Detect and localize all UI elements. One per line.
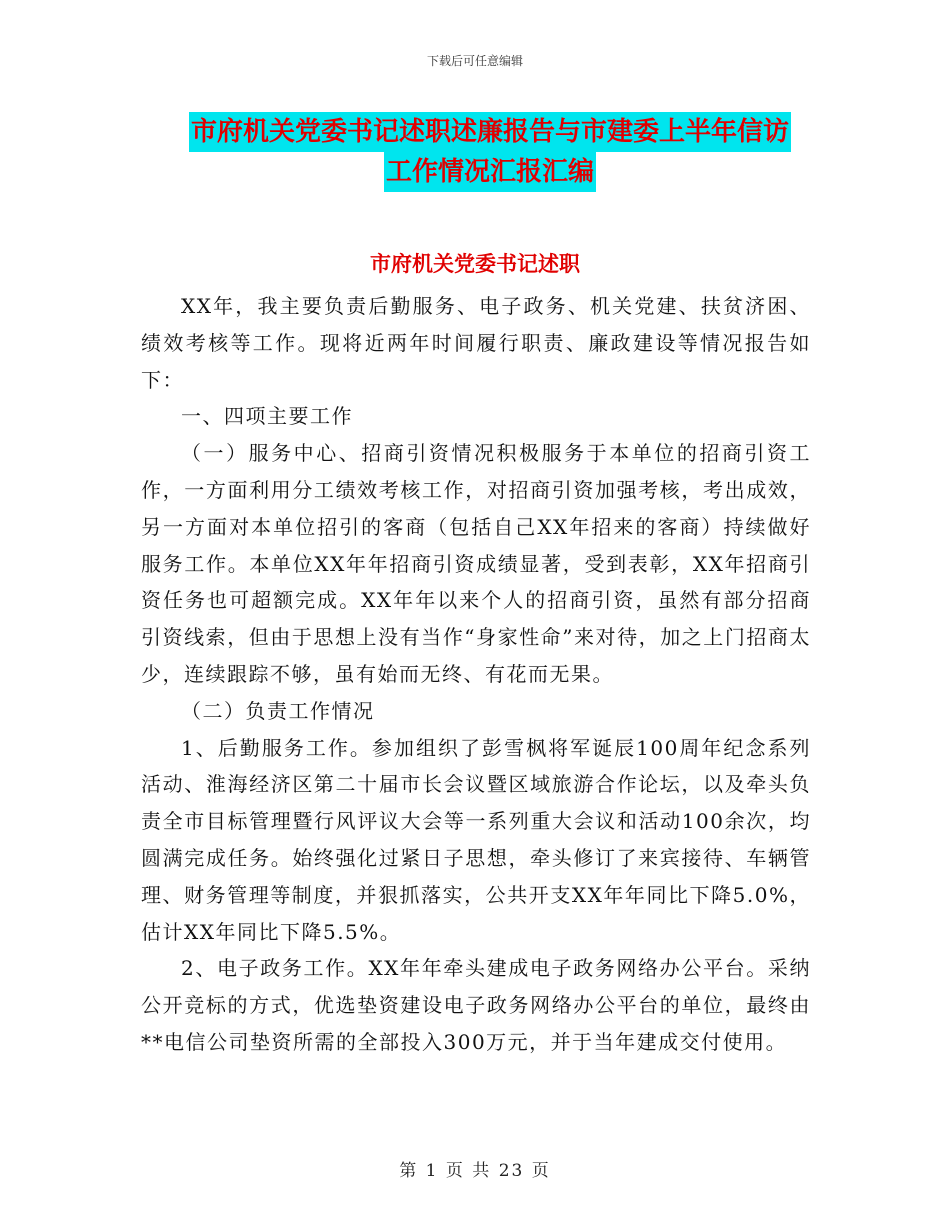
header-note: 下载后可任意编辑 xyxy=(426,54,523,68)
heading-four-main-tasks: 一、四项主要工作 xyxy=(181,404,353,429)
paragraph-e-government: 2、电子政务工作。XX年年牵头建成电子政务网络办公平台。采纳公开竞标的方式，优选垫资建设电子政务网络办公平台的单位，最终由**电信公司垫资所需的全部投入300万元，并于当年建成交付使用。 xyxy=(141,956,811,1054)
heading-responsibilities: （二）负责工作情况 xyxy=(181,698,375,723)
paragraph-investment: （一）服务中心、招商引资情况积极服务于本单位的招商引资工作，一方面利用分工绩效考核工作，对招商引资加强考核，考出成效，另一方面对本单位招引的客商（包括自己XX年招来的客商）持续做好服务工作。本单位XX年年招商引资成绩显著，受到表彰，XX年招商引资任务也可超额完成。XX年年以来个人的招商引资，虽然有部分招商引资线索，但由于思想上没有当作“身家性命”来对待，加之上门招商太少，连续跟踪不够，虽有始而无终、有花而无果。 xyxy=(141,441,811,686)
paragraph-logistics: 1、后勤服务工作。参加组织了彭雪枫将军诞辰100周年纪念系列活动、淮海经济区第二十届市长会议暨区域旅游合作论坛，以及牵头负责全市目标管理暨行风评议大会等一系列重大会议和活动100余次，均圆满完成任务。始终强化过紧日子思想，牵头修订了来宾接待、车辆管理、财务管理等制度，并狠抓落实，公共开支XX年年同比下降5.0%，估计XX年同比下降5.5%。 xyxy=(141,735,811,944)
document-body xyxy=(141,288,811,1061)
document-title xyxy=(140,112,840,192)
page-footer: 第 1 页 共 23 页 xyxy=(399,1161,551,1181)
document-title-line-1: 市府机关党委书记述职述廉报告与市建委上半年信访 xyxy=(189,112,791,152)
paragraph-intro: XX年，我主要负责后勤服务、电子政务、机关党建、扶贫济困、绩效考核等工作。现将近两年时间履行职责、廉政建设等情况报告如下： xyxy=(141,294,811,392)
document-title-line-2: 工作情况汇报汇编 xyxy=(384,152,596,192)
section-title: 市府机关党委书记述职 xyxy=(370,252,580,276)
